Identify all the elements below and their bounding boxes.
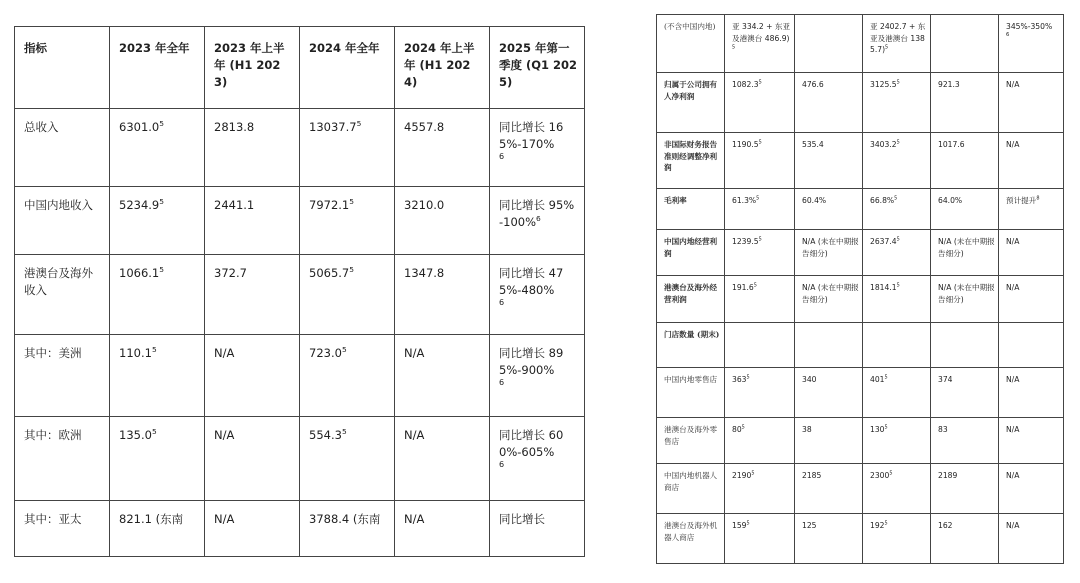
footnote-marker: 5 <box>151 427 157 437</box>
data-cell <box>725 133 795 189</box>
cell-text: 同比增长 165%-170% <box>499 120 564 151</box>
row-label <box>15 255 110 335</box>
data-cell <box>999 418 1064 464</box>
footnote-marker: 5 <box>896 236 900 243</box>
cell-text: N/A <box>404 428 425 442</box>
footnote-marker: 5 <box>758 139 762 146</box>
cell-text: 723.0 <box>309 346 342 360</box>
table-row <box>15 255 585 335</box>
footnote-marker: 5 <box>151 345 157 355</box>
data-cell <box>490 417 585 501</box>
cell-text: N/A <box>1006 140 1020 149</box>
cell-text: 亚 2402.7 + 东亚及港澳台 1385.7) <box>870 22 926 54</box>
cell-text: 同比增长 600%-605% <box>499 428 564 459</box>
row-label <box>657 230 725 276</box>
data-cell <box>931 514 999 564</box>
cell-text: 3210.0 <box>404 198 445 212</box>
cell-text: 130 <box>870 425 885 434</box>
table-header-row <box>15 27 585 109</box>
data-cell <box>863 514 931 564</box>
data-cell <box>999 15 1064 73</box>
data-cell <box>300 417 395 501</box>
cell-text: 1239.5 <box>732 237 759 246</box>
table-row <box>657 230 1064 276</box>
footnote-marker: 5 <box>884 374 888 381</box>
table-row <box>657 73 1064 133</box>
data-cell <box>931 464 999 514</box>
cell-text: 7972.1 <box>309 198 350 212</box>
cell-text: 2813.8 <box>214 120 255 134</box>
row-label <box>15 335 110 417</box>
cell-text: 1814.1 <box>870 283 897 292</box>
cell-text: 其中：美洲 <box>24 346 82 360</box>
row-label <box>657 73 725 133</box>
footnote-marker: 5 <box>751 470 755 477</box>
data-cell <box>490 255 585 335</box>
data-cell <box>725 464 795 514</box>
table-row <box>15 501 585 557</box>
data-cell <box>863 15 931 73</box>
data-cell <box>931 368 999 418</box>
table-row <box>15 187 585 255</box>
cell-text: N/A <box>214 428 235 442</box>
footnote-note: 6 <box>499 378 505 387</box>
cell-text: 80 <box>732 425 742 434</box>
footnote-marker: 5 <box>896 79 900 86</box>
cell-text: 60.4% <box>802 196 827 205</box>
data-cell <box>863 323 931 368</box>
cell-text: 1017.6 <box>938 140 965 149</box>
data-cell <box>999 323 1064 368</box>
cell-text: 83 <box>938 425 948 434</box>
data-cell <box>725 418 795 464</box>
footnote-marker: 5 <box>889 470 893 477</box>
cell-text: 港澳台及海外机器人商店 <box>664 521 718 542</box>
footnote-marker: 5 <box>753 282 757 289</box>
footnote-marker: 5 <box>885 44 889 51</box>
footnote-marker: 6 <box>536 214 541 224</box>
row-label <box>15 417 110 501</box>
cell-text: 3125.5 <box>870 80 897 89</box>
data-cell <box>863 418 931 464</box>
cell-text: 921.3 <box>938 80 960 89</box>
footnote-marker: 5 <box>159 119 165 129</box>
cell-text: 162 <box>938 521 953 530</box>
data-cell <box>795 15 863 73</box>
cell-text: N/A <box>404 346 425 360</box>
cell-text: N/A <box>1006 471 1020 480</box>
data-cell <box>110 501 205 557</box>
data-cell <box>110 255 205 335</box>
cell-text: N/A (未在中期报告细分) <box>938 237 995 258</box>
cell-text: 2023 年全年 <box>119 41 190 55</box>
footnote-marker: 5 <box>884 424 888 431</box>
row-label <box>657 514 725 564</box>
data-cell <box>931 276 999 323</box>
footnote-marker: 5 <box>349 265 355 275</box>
cell-text: 6301.0 <box>119 120 160 134</box>
data-cell <box>999 514 1064 564</box>
data-cell <box>795 189 863 230</box>
data-cell <box>795 418 863 464</box>
cell-text: N/A <box>1006 375 1020 384</box>
data-cell <box>490 109 585 187</box>
row-label <box>657 464 725 514</box>
table-row <box>15 335 585 417</box>
data-cell <box>110 417 205 501</box>
cell-text: 192 <box>870 521 885 530</box>
data-cell <box>205 335 300 417</box>
cell-text: 5065.7 <box>309 266 350 280</box>
header-cell <box>300 27 395 109</box>
data-cell <box>300 335 395 417</box>
cell-text: N/A (未在中期报告细分) <box>938 283 995 304</box>
cell-text: 2189 <box>938 471 958 480</box>
cell-text: N/A <box>404 512 425 526</box>
cell-text: 2025 年第一季度 (Q1 2025) <box>499 41 578 89</box>
table-row <box>657 133 1064 189</box>
cell-text: 非国际财务报告准则经调整净利润 <box>664 140 718 172</box>
data-cell <box>300 255 395 335</box>
cell-text: 2024 年上半年 (H1 2024) <box>404 41 475 89</box>
cell-text: 毛利率 <box>664 196 687 205</box>
cell-text: 2024 年全年 <box>309 41 380 55</box>
cell-text: 同比增长 95%-100% <box>499 198 575 229</box>
right-data-table <box>656 14 1064 564</box>
table-row <box>15 417 585 501</box>
cell-text: 374 <box>938 375 953 384</box>
cell-text: 2637.4 <box>870 237 897 246</box>
cell-text: 554.3 <box>309 428 342 442</box>
data-cell <box>931 15 999 73</box>
cell-text: 1347.8 <box>404 266 445 280</box>
data-cell <box>863 230 931 276</box>
footnote-note: 6 <box>499 460 505 469</box>
data-cell <box>863 189 931 230</box>
cell-text: 总收入 <box>24 120 59 134</box>
footnote-marker: 5 <box>896 282 900 289</box>
cell-text: 476.6 <box>802 80 824 89</box>
cell-text: 125 <box>802 521 817 530</box>
row-label <box>657 323 725 368</box>
footnote-note: 6 <box>499 298 505 307</box>
data-cell <box>490 187 585 255</box>
footnote-marker: 5 <box>732 44 736 51</box>
cell-text: 821.1 (东南 <box>119 512 184 526</box>
cell-text: N/A <box>1006 283 1020 292</box>
footnote-marker: 5 <box>758 79 762 86</box>
cell-text: 中国内地零售店 <box>664 375 718 384</box>
footnote-marker: 5 <box>159 265 165 275</box>
cell-text: 535.4 <box>802 140 824 149</box>
cell-text: 1082.3 <box>732 80 759 89</box>
cell-text: 预计提升 <box>1006 196 1037 205</box>
cell-text: (不含中国内地) <box>664 22 716 31</box>
data-cell <box>931 133 999 189</box>
data-cell <box>725 323 795 368</box>
table-row <box>657 189 1064 230</box>
data-cell <box>395 255 490 335</box>
data-cell <box>863 276 931 323</box>
footnote-marker: 5 <box>896 139 900 146</box>
cell-text: 159 <box>732 521 747 530</box>
data-cell <box>300 187 395 255</box>
table-row <box>657 323 1064 368</box>
data-cell <box>863 464 931 514</box>
row-label <box>15 187 110 255</box>
data-cell <box>300 109 395 187</box>
footnote-marker: 5 <box>741 424 745 431</box>
cell-text: 同比增长 895%-900% <box>499 346 564 377</box>
row-label <box>657 133 725 189</box>
cell-text: 指标 <box>24 41 47 55</box>
footnote-marker: 5 <box>894 195 898 202</box>
cell-text: 同比增长 <box>499 512 545 526</box>
cell-text: 191.6 <box>732 283 754 292</box>
data-cell <box>999 230 1064 276</box>
footnote-note: 6 <box>1006 31 1010 38</box>
cell-text: 345%-350% <box>1006 22 1053 31</box>
data-cell <box>999 73 1064 133</box>
cell-text: N/A <box>1006 425 1020 434</box>
cell-text: 门店数量 (期末) <box>664 330 720 339</box>
data-cell <box>490 335 585 417</box>
cell-text: 61.3% <box>732 196 757 205</box>
footnote-marker: 5 <box>884 520 888 527</box>
cell-text: 64.0% <box>938 196 963 205</box>
cell-text: 340 <box>802 375 817 384</box>
row-label <box>657 418 725 464</box>
cell-text: 135.0 <box>119 428 152 442</box>
footnote-marker: 5 <box>756 195 760 202</box>
data-cell <box>931 418 999 464</box>
cell-text: 港澳台及海外收入 <box>24 266 93 297</box>
cell-text: 1190.5 <box>732 140 759 149</box>
footnote-marker: 5 <box>746 520 750 527</box>
footnote-marker: 8 <box>1036 195 1040 202</box>
cell-text: 港澳台及海外经营利润 <box>664 283 718 304</box>
header-cell <box>395 27 490 109</box>
data-cell <box>490 501 585 557</box>
table-row <box>657 15 1064 73</box>
data-cell <box>395 109 490 187</box>
row-label <box>15 501 110 557</box>
data-cell <box>795 323 863 368</box>
data-cell <box>205 255 300 335</box>
cell-text: 4557.8 <box>404 120 445 134</box>
data-cell <box>725 368 795 418</box>
cell-text: 2300 <box>870 471 890 480</box>
row-label <box>15 109 110 187</box>
cell-text: 363 <box>732 375 747 384</box>
data-cell <box>795 276 863 323</box>
data-cell <box>795 133 863 189</box>
footnote-marker: 5 <box>746 374 750 381</box>
cell-text: 1066.1 <box>119 266 160 280</box>
data-cell <box>795 368 863 418</box>
data-cell <box>395 187 490 255</box>
data-cell <box>205 187 300 255</box>
cell-text: N/A <box>214 346 235 360</box>
cell-text: 2185 <box>802 471 822 480</box>
header-cell <box>15 27 110 109</box>
data-cell <box>300 501 395 557</box>
footnote-marker: 5 <box>356 119 362 129</box>
cell-text: N/A <box>1006 80 1020 89</box>
data-cell <box>931 73 999 133</box>
table-row <box>657 464 1064 514</box>
cell-text: 2023 年上半年 (H1 2023) <box>214 41 285 89</box>
data-cell <box>395 501 490 557</box>
cell-text: 中国内地经营利润 <box>664 237 718 258</box>
data-cell <box>110 187 205 255</box>
header-cell <box>110 27 205 109</box>
data-cell <box>205 501 300 557</box>
row-label <box>657 189 725 230</box>
data-cell <box>725 230 795 276</box>
data-cell <box>725 15 795 73</box>
data-cell <box>110 335 205 417</box>
cell-text: 2190 <box>732 471 752 480</box>
cell-text: 亚 334.2 + 东亚及港澳台 486.9) <box>732 22 791 43</box>
table-row <box>657 418 1064 464</box>
data-cell <box>863 133 931 189</box>
row-label <box>657 15 725 73</box>
data-cell <box>863 73 931 133</box>
left-data-table <box>14 26 585 557</box>
cell-text: 中国内地机器人商店 <box>664 471 718 492</box>
table-row <box>15 109 585 187</box>
footnote-marker: 5 <box>159 197 165 207</box>
row-label <box>657 368 725 418</box>
cell-text: N/A (未在中期报告细分) <box>802 283 859 304</box>
footnote-note: 6 <box>499 152 505 161</box>
cell-text: 66.8% <box>870 196 895 205</box>
cell-text: N/A <box>214 512 235 526</box>
footnote-marker: 5 <box>341 345 347 355</box>
header-cell <box>490 27 585 109</box>
table-row <box>657 368 1064 418</box>
cell-text: 其中：亚太 <box>24 512 82 526</box>
cell-text: N/A <box>1006 237 1020 246</box>
data-cell <box>931 230 999 276</box>
cell-text: 中国内地收入 <box>24 198 93 212</box>
data-cell <box>863 368 931 418</box>
data-cell <box>725 276 795 323</box>
data-cell <box>931 189 999 230</box>
data-cell <box>795 73 863 133</box>
cell-text: 5234.9 <box>119 198 160 212</box>
cell-text: 港澳台及海外零售店 <box>664 425 718 446</box>
cell-text: 其中：欧洲 <box>24 428 82 442</box>
data-cell <box>395 335 490 417</box>
footnote-marker: 5 <box>349 197 355 207</box>
table-row <box>657 276 1064 323</box>
data-cell <box>999 368 1064 418</box>
footnote-marker: 5 <box>341 427 347 437</box>
data-cell <box>999 464 1064 514</box>
header-cell <box>205 27 300 109</box>
data-cell <box>725 514 795 564</box>
cell-text: 13037.7 <box>309 120 357 134</box>
row-label <box>657 276 725 323</box>
cell-text: N/A (未在中期报告细分) <box>802 237 859 258</box>
data-cell <box>999 133 1064 189</box>
cell-text: 同比增长 475%-480% <box>499 266 564 297</box>
cell-text: 38 <box>802 425 812 434</box>
data-cell <box>795 464 863 514</box>
cell-text: 401 <box>870 375 885 384</box>
data-cell <box>110 109 205 187</box>
cell-text: 110.1 <box>119 346 152 360</box>
data-cell <box>395 417 490 501</box>
data-cell <box>999 189 1064 230</box>
cell-text: 372.7 <box>214 266 247 280</box>
data-cell <box>205 109 300 187</box>
data-cell <box>999 276 1064 323</box>
cell-text: 归属于公司拥有人净利润 <box>664 80 718 101</box>
cell-text: 3788.4 (东南 <box>309 512 381 526</box>
cell-text: 3403.2 <box>870 140 897 149</box>
footnote-marker: 5 <box>758 236 762 243</box>
data-cell <box>931 323 999 368</box>
data-cell <box>205 417 300 501</box>
data-cell <box>795 514 863 564</box>
data-cell <box>725 189 795 230</box>
data-cell <box>725 73 795 133</box>
cell-text: N/A <box>1006 521 1020 530</box>
cell-text: 2441.1 <box>214 198 255 212</box>
data-cell <box>795 230 863 276</box>
table-row <box>657 514 1064 564</box>
